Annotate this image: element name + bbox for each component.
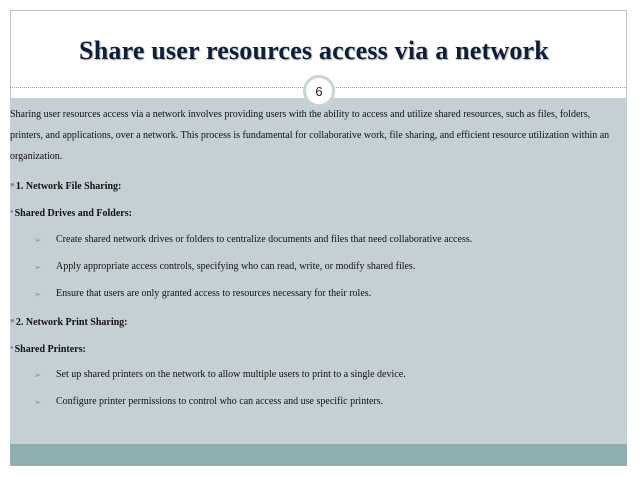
arrow-bullet-icon: ➢	[34, 397, 42, 407]
section-heading: ●1. Network File Sharing:	[10, 180, 122, 192]
section-heading: ●2. Network Print Sharing:	[10, 316, 128, 328]
footer-bar	[10, 444, 627, 466]
arrow-bullet-icon: ➢	[34, 262, 42, 272]
section-subheading: ●Shared Drives and Folders:	[10, 208, 132, 219]
bullet-dot-icon: ●	[10, 209, 14, 215]
intro-paragraph: Sharing user resources access via a network involves providing users with the ability to access and utilize shared resources, such as files, folders, printers, and applications, over a network. This process is fundamental for collaborative work, file sharing, and efficient resource utilization within an organization.	[10, 109, 610, 162]
section-subheading: ●Shared Printers:	[10, 344, 86, 355]
arrow-bullet-icon: ➢	[34, 370, 42, 380]
arrow-bullet-icon: ➢	[34, 235, 42, 245]
slide-body: Sharing user resources access via a network involves providing users with the ability to access and utilize shared resources, such as files, folders, printers, and applications, over a network. This process is fundamental for collaborative work, file sharing, and efficient resource utilization within an organization. ●1. Network File Sharing: ●Shared Drives and Folders: ➢ Create shared network drives or folders to centralize documents and files that need collaborative access. ➢ Apply appropriate access controls, specifying who can read, write, or modify shared files. ➢ Ensure that users are only granted access to resources necessary for their roles. ●2. Network Print Sharing: ●Shared Printers: ➢ Set up shared printers on the network to allow multiple users to print to a single device. ➢ Configure printer permissions to control who can access and use specific printers.	[10, 104, 627, 167]
bullet-dot-icon: ●	[10, 316, 15, 325]
bullet-dot-icon: ●	[10, 345, 14, 351]
arrow-bullet-icon: ➢	[34, 289, 42, 299]
slide-title: Share user resources access via a network	[79, 36, 549, 65]
bullet-dot-icon: ●	[10, 180, 15, 189]
page-number-badge: 6	[303, 75, 335, 107]
